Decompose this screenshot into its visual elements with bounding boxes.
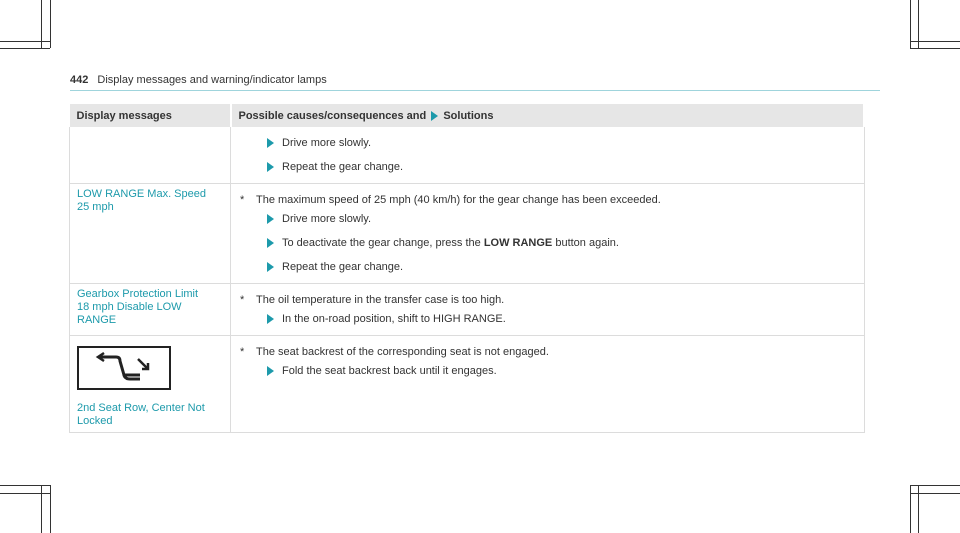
display-message: 2nd Seat Row, Center Not	[77, 402, 205, 414]
col-header-display-messages: Display messages	[70, 104, 231, 127]
col-header-causes-solutions	[231, 104, 865, 127]
solution-step: To deactivate the gear change, press the LOW RANGE button again.	[238, 237, 857, 255]
table-header-row	[70, 104, 865, 127]
display-messages-table	[69, 104, 865, 433]
solution-arrow-icon	[267, 262, 274, 272]
display-message: LOW RANGE Max. Speed	[77, 188, 206, 200]
solution-step: Drive more slowly.	[238, 137, 857, 155]
page-header	[70, 74, 327, 86]
page-number: 442	[70, 74, 89, 86]
table-row	[70, 184, 865, 284]
crop-mark	[50, 485, 51, 533]
table-row	[70, 127, 865, 184]
solution-cell	[231, 284, 865, 336]
solution-arrow-icon	[267, 366, 274, 376]
table-row	[70, 336, 865, 433]
display-message: 25 mph	[77, 201, 114, 213]
crop-mark	[910, 485, 960, 486]
cause-text: * The maximum speed of 25 mph (40 km/h) for the gear change has been exceeded.	[240, 194, 661, 206]
display-message: Gearbox Protection Limit	[77, 288, 199, 300]
solution-arrow-icon	[267, 238, 274, 248]
message-cell	[70, 127, 231, 184]
crop-mark	[910, 48, 960, 49]
message-cell	[70, 336, 231, 433]
display-message: Locked	[77, 415, 113, 427]
crop-mark	[0, 493, 50, 494]
solution-arrow-icon	[267, 214, 274, 224]
solution-arrow-icon	[267, 162, 274, 172]
table-row	[70, 284, 865, 336]
col-header-solutions: Solutions	[443, 109, 494, 122]
display-message: 18 mph Disable LOW	[77, 301, 182, 313]
solution-arrow-icon	[431, 111, 438, 121]
solution-arrow-icon	[267, 138, 274, 148]
col-header-causes: Possible causes/consequences and	[238, 109, 427, 122]
cause-text: * The oil temperature in the transfer case is too high.	[240, 294, 505, 306]
low-range-button-label: LOW RANGE	[483, 237, 553, 249]
solution-step: Drive more slowly.	[238, 213, 857, 231]
solution-arrow-icon	[267, 314, 274, 324]
solution-step: In the on-road position, shift to HIGH RANGE.	[238, 313, 857, 331]
message-cell	[70, 184, 231, 284]
solution-cell	[231, 336, 865, 433]
solution-cell	[231, 184, 865, 284]
solution-cell	[231, 127, 865, 184]
seat-backrest-icon	[77, 346, 171, 390]
solution-step: Repeat the gear change.	[238, 161, 857, 179]
crop-mark	[0, 41, 50, 42]
display-message: RANGE	[77, 314, 117, 326]
crop-mark	[0, 485, 50, 486]
crop-mark	[0, 48, 50, 49]
solution-step: Fold the seat backrest back until it engages.	[238, 365, 857, 383]
message-cell	[70, 284, 231, 336]
crop-mark	[910, 41, 960, 42]
crop-mark	[910, 493, 960, 494]
solution-step: Repeat the gear change.	[238, 261, 857, 279]
crop-mark	[50, 0, 51, 48]
page-title: Display messages and warning/indicator lamps	[97, 74, 327, 86]
cause-text: * The seat backrest of the corresponding seat is not engaged.	[240, 346, 549, 358]
header-rule	[70, 90, 880, 91]
